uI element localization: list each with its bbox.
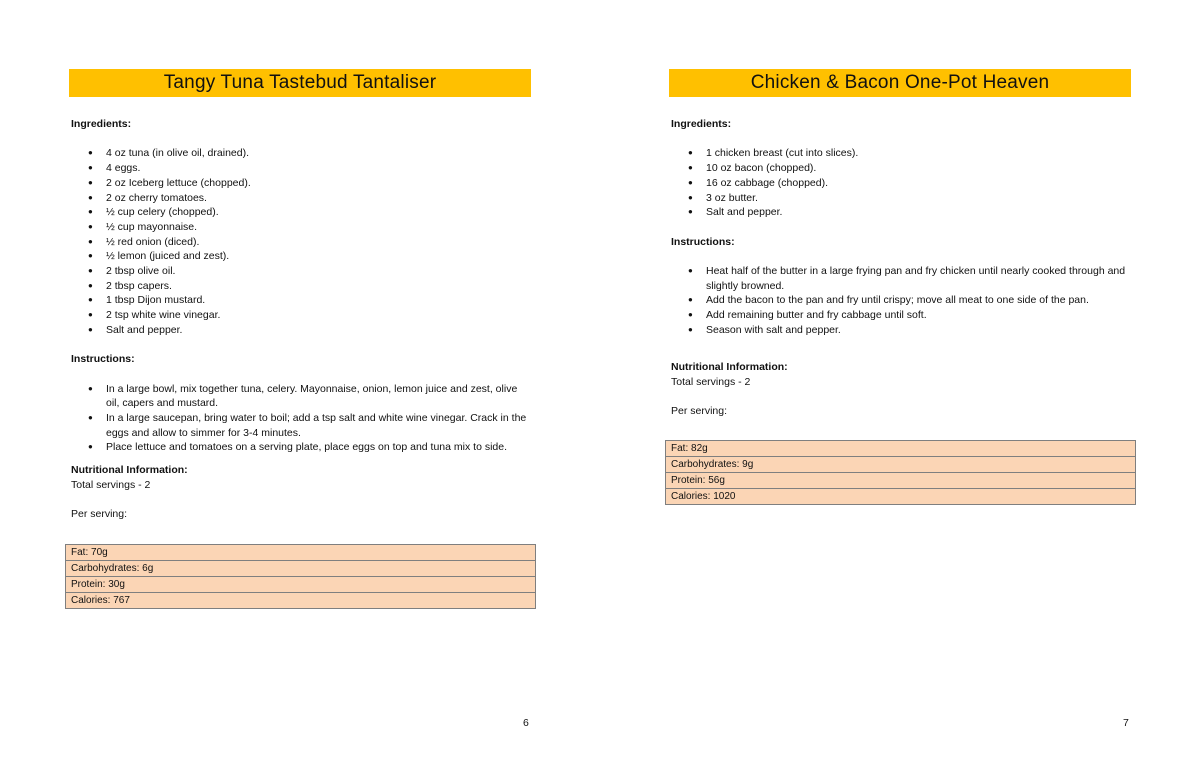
table-cell: Calories: 767 bbox=[66, 593, 536, 609]
table-cell: Fat: 70g bbox=[66, 545, 536, 561]
table-cell: Fat: 82g bbox=[666, 441, 1136, 457]
table-row bbox=[666, 441, 1136, 457]
list-item: ● ½ lemon (juiced and zest). bbox=[71, 249, 541, 264]
list-item: ● 1 chicken breast (cut into slices). bbox=[671, 146, 1141, 161]
instructions-list bbox=[671, 264, 1141, 338]
page-number: 6 bbox=[523, 717, 529, 729]
recipe-content bbox=[671, 117, 1141, 419]
ingredients-list bbox=[671, 146, 1141, 220]
list-item: ● Heat half of the butter in a large frying pan and fry chicken until nearly cooked through and slightly browned. bbox=[671, 264, 1141, 293]
list-item: ● Place lettuce and tomatoes on a serving plate, place eggs on top and tuna mix to side. bbox=[71, 440, 533, 455]
list-item: ● Salt and pepper. bbox=[671, 205, 1141, 220]
nutrition-heading: Nutritional Information: bbox=[671, 361, 788, 374]
nutrition-heading: Nutritional Information: bbox=[71, 464, 188, 477]
per-serving-text: Per serving: bbox=[71, 508, 128, 521]
list-item: ● Add the bacon to the pan and fry until crispy; move all meat to one side of the pan. bbox=[671, 293, 1141, 308]
list-item: ● 4 eggs. bbox=[71, 161, 541, 176]
servings-text: Total servings - 2 bbox=[71, 478, 151, 491]
list-item: ● In a large bowl, mix together tuna, celery. Mayonnaise, onion, lemon juice and zest, olive oil, capers and mustard. bbox=[71, 382, 533, 411]
table-row bbox=[666, 457, 1136, 473]
recipe-title: Chicken & Bacon One-Pot Heaven bbox=[669, 69, 1131, 97]
table-row bbox=[66, 577, 536, 593]
list-item: ● 2 oz cherry tomatoes. bbox=[71, 191, 541, 206]
list-item: ● ½ cup celery (chopped). bbox=[71, 205, 541, 220]
instructions-heading: Instructions: bbox=[671, 235, 735, 248]
servings-text: Total servings - 2 bbox=[671, 375, 751, 388]
ingredients-heading: Ingredients: bbox=[671, 118, 732, 130]
list-item: ● 2 tbsp capers. bbox=[71, 279, 541, 294]
list-item: ● 3 oz butter. bbox=[671, 191, 1141, 206]
recipe-title: Tangy Tuna Tastebud Tantaliser bbox=[69, 69, 531, 97]
table-cell: Carbohydrates: 6g bbox=[66, 561, 536, 577]
list-item: ● 16 oz cabbage (chopped). bbox=[671, 176, 1141, 191]
right-page bbox=[600, 0, 1200, 776]
list-item: ● 4 oz tuna (in olive oil, drained). bbox=[71, 146, 541, 161]
nutrition-table bbox=[65, 544, 536, 609]
table-cell: Protein: 56g bbox=[666, 473, 1136, 489]
list-item: ● Season with salt and pepper. bbox=[671, 323, 1141, 338]
list-item: ● ½ cup mayonnaise. bbox=[71, 220, 541, 235]
list-item: ● 2 oz Iceberg lettuce (chopped). bbox=[71, 176, 541, 191]
page-number: 7 bbox=[1123, 717, 1129, 729]
list-item: ● 10 oz bacon (chopped). bbox=[671, 161, 1141, 176]
recipe-content bbox=[71, 117, 541, 522]
instructions-list bbox=[71, 382, 533, 456]
table-row bbox=[666, 473, 1136, 489]
table-cell: Carbohydrates: 9g bbox=[666, 457, 1136, 473]
table-row bbox=[66, 545, 536, 561]
list-item: ● 2 tbsp olive oil. bbox=[71, 264, 541, 279]
list-item: ● Add remaining butter and fry cabbage until soft. bbox=[671, 308, 1141, 323]
list-item: ● 1 tbsp Dijon mustard. bbox=[71, 293, 541, 308]
table-cell: Calories: 1020 bbox=[666, 489, 1136, 505]
table-cell: Protein: 30g bbox=[66, 577, 536, 593]
list-item: ● ½ red onion (diced). bbox=[71, 235, 541, 250]
instructions-heading: Instructions: bbox=[71, 353, 135, 366]
per-serving-text: Per serving: bbox=[671, 405, 728, 418]
ingredients-heading: Ingredients: bbox=[71, 118, 132, 130]
table-row bbox=[66, 561, 536, 577]
table-row bbox=[666, 489, 1136, 505]
ingredients-list bbox=[71, 146, 541, 337]
list-item: ● In a large saucepan, bring water to boil; add a tsp salt and white wine vinegar. Crack in the eggs and allow to simmer for 3-4 minutes. bbox=[71, 411, 533, 440]
list-item: ● Salt and pepper. bbox=[71, 323, 541, 338]
table-row bbox=[66, 593, 536, 609]
nutrition-table bbox=[665, 440, 1136, 505]
list-item: ● 2 tsp white wine vinegar. bbox=[71, 308, 541, 323]
